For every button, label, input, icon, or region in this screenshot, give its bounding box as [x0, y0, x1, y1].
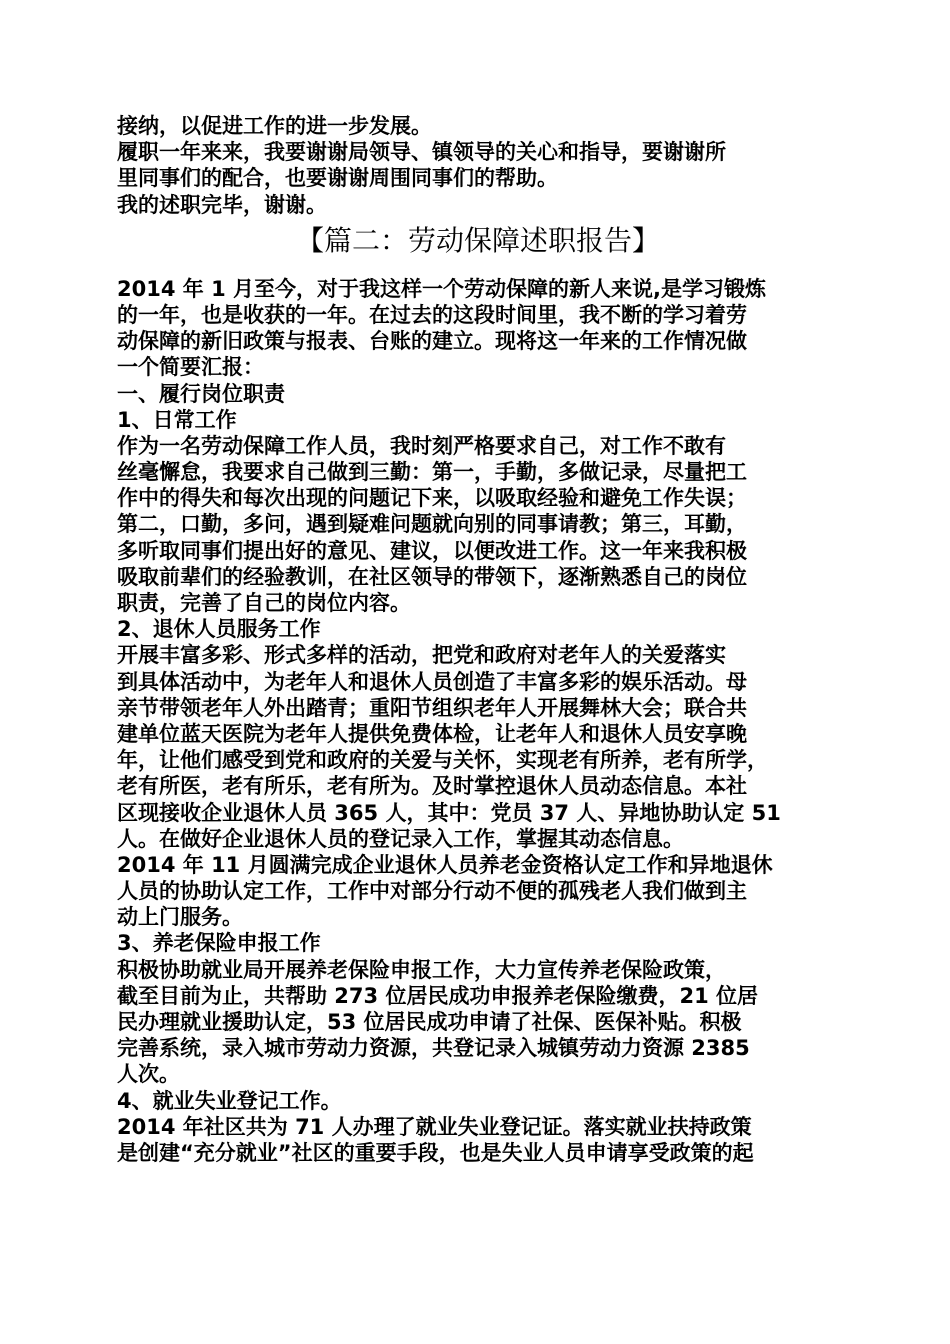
text-line: 区现接收企业退休人员 365 人，其中：党员 37 人、异地协助认定 51 — [117, 800, 781, 825]
text-line: 一个简要汇报： — [117, 355, 264, 380]
text-line: 2014 年 1 月至今，对于我这样一个劳动保障的新人来说,是学习锻炼 — [117, 276, 766, 301]
text-line: 动保障的新旧政策与报表、台账的建立。现将这一年来的工作情况做 — [117, 329, 747, 354]
text-line: 的一年，也是收获的一年。在过去的这段时间里，我不断的学习着劳 — [117, 302, 747, 327]
text-line: 我的述职完毕，谢谢。 — [117, 192, 327, 217]
text-line: 第二，口勤，多问，遇到疑难问题就向别的同事请教；第三，耳勤， — [117, 512, 747, 537]
text-line: 作为一名劳动保障工作人员，我时刻严格要求自己，对工作不敢有 — [117, 433, 726, 458]
text-line: 建单位蓝天医院为老年人提供免费体检，让老年人和退休人员安享晚 — [117, 721, 747, 746]
text-line: 2014 年 11 月圆满完成企业退休人员养老金资格认定工作和异地退休 — [117, 852, 773, 877]
text-line: 亲节带领老年人外出踏青；重阳节组织老年人开展舞林大会；联合共 — [117, 695, 747, 720]
intro-paragraphs — [117, 113, 839, 218]
subsection-heading: 3、养老保险申报工作 — [117, 931, 321, 956]
text-line: 吸取前辈们的经验教训，在社区领导的带领下，逐渐熟悉自己的岗位 — [117, 564, 747, 589]
subsection-heading: 2、退休人员服务工作 — [117, 617, 321, 642]
section-title: 【篇二：劳动保障述职报告】 — [295, 223, 660, 257]
text-line: 积极协助就业局开展养老保险申报工作，大力宣传养老保险政策， — [117, 957, 726, 982]
text-line: 人。在做好企业退休人员的登记录入工作，掌握其动态信息。 — [117, 826, 684, 851]
text-line: 截至目前为止，共帮助 273 位居民成功申报养老保险缴费，21 位居 — [117, 983, 758, 1008]
subsection-heading: 1、日常工作 — [117, 407, 237, 432]
text-line: 是创建“充分就业”社区的重要手段，也是失业人员申请享受政策的起 — [117, 1140, 754, 1165]
text-line: 多听取同事们提出好的意见、建议，以便改进工作。这一年来我积极 — [117, 538, 747, 563]
text-line: 接纳，以促进工作的进一步发展。 — [117, 114, 432, 138]
report-body — [117, 276, 839, 1166]
text-line: 丝毫懈怠，我要求自己做到三勤：第一，手勤，多做记录，尽量把工 — [117, 460, 747, 485]
subsection-heading: 4、就业失业登记工作。 — [117, 1088, 342, 1113]
text-line: 2014 年社区共为 71 人办理了就业失业登记证。落实就业扶持政策 — [117, 1114, 752, 1139]
text-line: 里同事们的配合，也要谢谢周围同事们的帮助。 — [117, 166, 558, 191]
text-line: 完善系统，录入城市劳动力资源，共登记录入城镇劳动力资源 2385 — [117, 1036, 750, 1061]
text-line: 履职一年来来，我要谢谢局领导、镇领导的关心和指导，要谢谢所 — [117, 140, 726, 165]
text-line: 职责，完善了自己的岗位内容。 — [117, 591, 411, 615]
text-line: 人次。 — [117, 1062, 180, 1087]
text-line: 老有所医，老有所乐，老有所为。及时掌控退休人员动态信息。本社 — [117, 774, 747, 799]
text-line: 开展丰富多彩、形式多样的活动，把党和政府对老年人的关爱落实 — [117, 643, 726, 668]
section-heading: 一、履行岗位职责 — [117, 381, 285, 406]
text-line: 作中的得失和每次出现的问题记下来，以吸取经验和避免工作失误； — [117, 486, 747, 511]
text-line: 人员的协助认定工作，工作中对部分行动不便的孤残老人我们做到主 — [117, 879, 747, 904]
document-page — [117, 113, 839, 1166]
text-line: 民办理就业援助认定，53 位居民成功申请了社保、医保补贴。积极 — [117, 1010, 742, 1034]
text-line: 动上门服务。 — [117, 905, 243, 930]
text-line: 年，让他们感受到党和政府的关爱与关怀，实现老有所养，老有所学， — [117, 748, 768, 773]
text-line: 到具体活动中，为老年人和退休人员创造了丰富多彩的娱乐活动。母 — [117, 669, 747, 694]
